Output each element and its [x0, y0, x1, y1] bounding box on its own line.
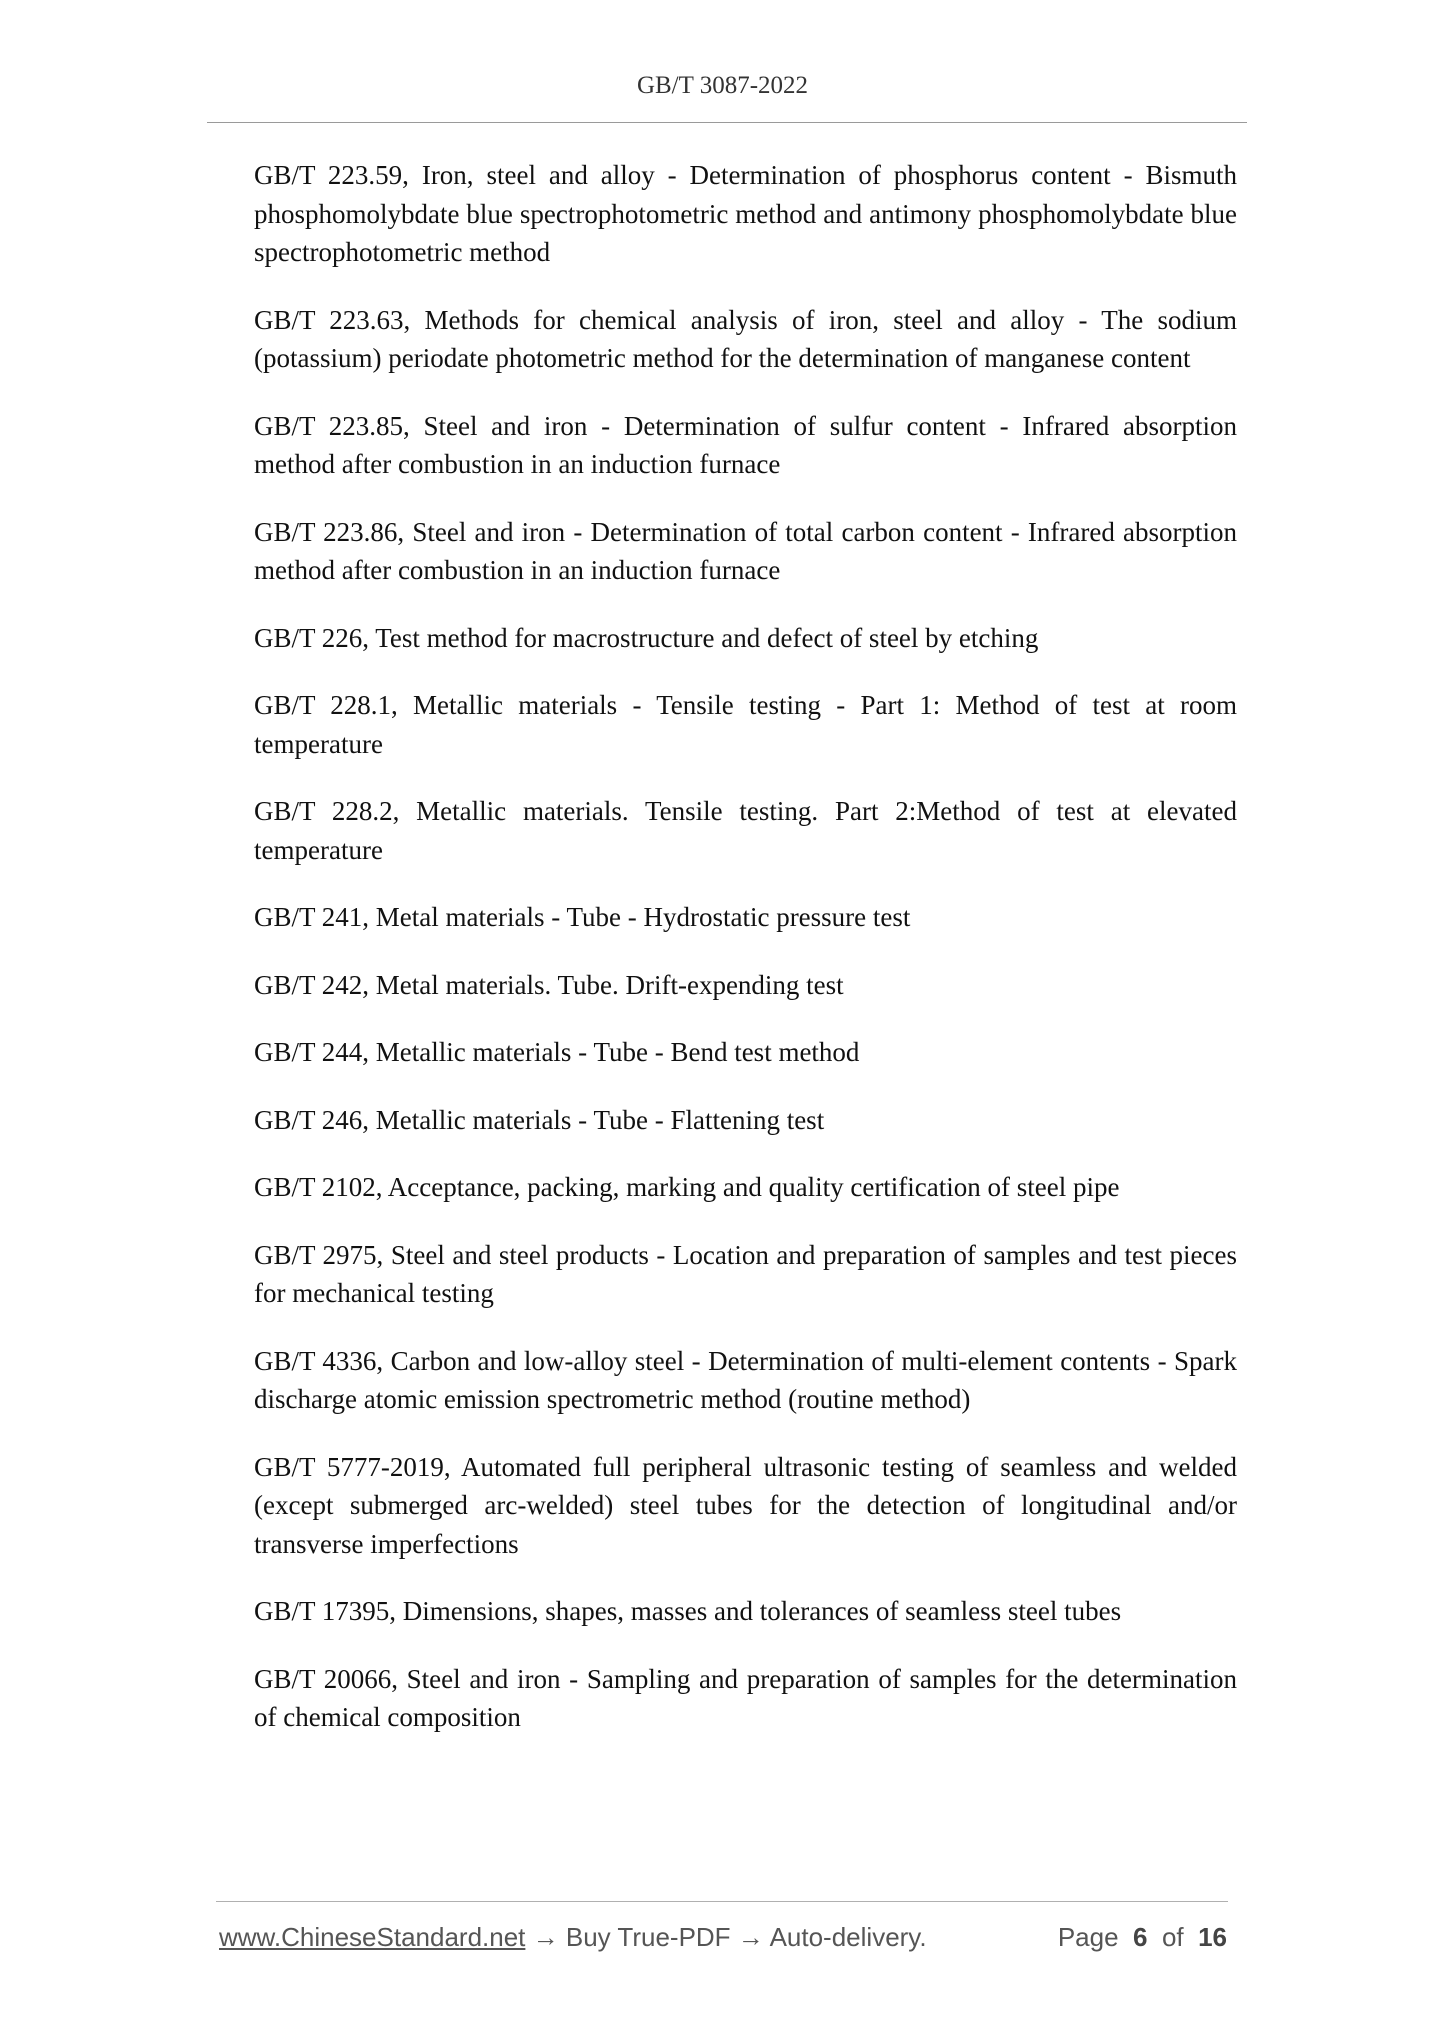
reference-item: GB/T 246, Metallic materials - Tube - Flattening test [254, 1104, 825, 1135]
reference-item: GB/T 228.2, Metallic materials. Tensile testing. Part 2:Method of test at elevated temperature [254, 796, 1237, 865]
website-link[interactable]: www.ChineseStandard.net [219, 1922, 526, 1952]
reference-item: GB/T 5777-2019, Automated full peripheral ultrasonic testing of seamless and welded (except submerged arc-welded) steel tubes for the detection of longitudinal and/or transverse imperfections [254, 1451, 1237, 1559]
reference-item: GB/T 223.85, Steel and iron - Determination of sulfur content - Infrared absorption method after combustion in an induction furnace [254, 410, 1237, 479]
reference-item: GB/T 4336, Carbon and low-alloy steel - Determination of multi-element contents - Spark discharge atomic emission spectrometric method (routine method) [254, 1345, 1237, 1414]
normative-references-list [254, 156, 1237, 1766]
reference-item: GB/T 223.59, Iron, steel and alloy - Determination of phosphorus content - Bismuth phosphomolybdate blue spectrophotometric method and antimony phosphomolybdate blue spectrophotometric method [254, 160, 1237, 267]
reference-item: GB/T 244, Metallic materials - Tube - Bend test method [254, 1037, 860, 1067]
current-page-number: 6 [1133, 1922, 1148, 1952]
page-label: Page [1057, 1922, 1119, 1952]
reference-item: GB/T 223.86, Steel and iron - Determination of total carbon content - Infrared absorption method after combustion in an induction furnace [254, 516, 1237, 585]
reference-item: GB/T 20066, Steel and iron - Sampling and preparation of samples for the determination of chemical composition [254, 1663, 1237, 1732]
footer-promo-text: → Buy True-PDF → Auto-delivery. [525, 1922, 927, 1952]
page-of-label: of [1161, 1922, 1184, 1952]
reference-item: GB/T 2102, Acceptance, packing, marking and quality certification of steel pipe [254, 1172, 1120, 1202]
reference-item: GB/T 241, Metal materials - Tube - Hydrostatic pressure test [254, 902, 911, 932]
reference-item: GB/T 242, Metal materials. Tube. Drift-expending test [254, 969, 844, 1000]
reference-item: GB/T 226, Test method for macrostructure and defect of steel by etching [254, 622, 1039, 653]
footer-divider [216, 1901, 1228, 1902]
page-header: GB/T 3087-2022 [636, 72, 809, 99]
total-pages-number: 16 [1198, 1922, 1227, 1952]
reference-item: GB/T 223.63, Methods for chemical analysis of iron, steel and alloy - The sodium (potassium) periodate photometric method for the determination of manganese content [254, 304, 1237, 373]
page-footer [219, 1922, 1227, 1958]
footer-promo [219, 1922, 927, 1953]
reference-item: GB/T 2975, Steel and steel products - Location and preparation of samples and test pieces for mechanical testing [254, 1239, 1237, 1308]
page-indicator [1058, 1922, 1227, 1953]
header-divider [207, 122, 1247, 123]
reference-item: GB/T 228.1, Metallic materials - Tensile testing - Part 1: Method of test at room temperature [254, 690, 1237, 759]
reference-item: GB/T 17395, Dimensions, shapes, masses and tolerances of seamless steel tubes [254, 1596, 1122, 1626]
